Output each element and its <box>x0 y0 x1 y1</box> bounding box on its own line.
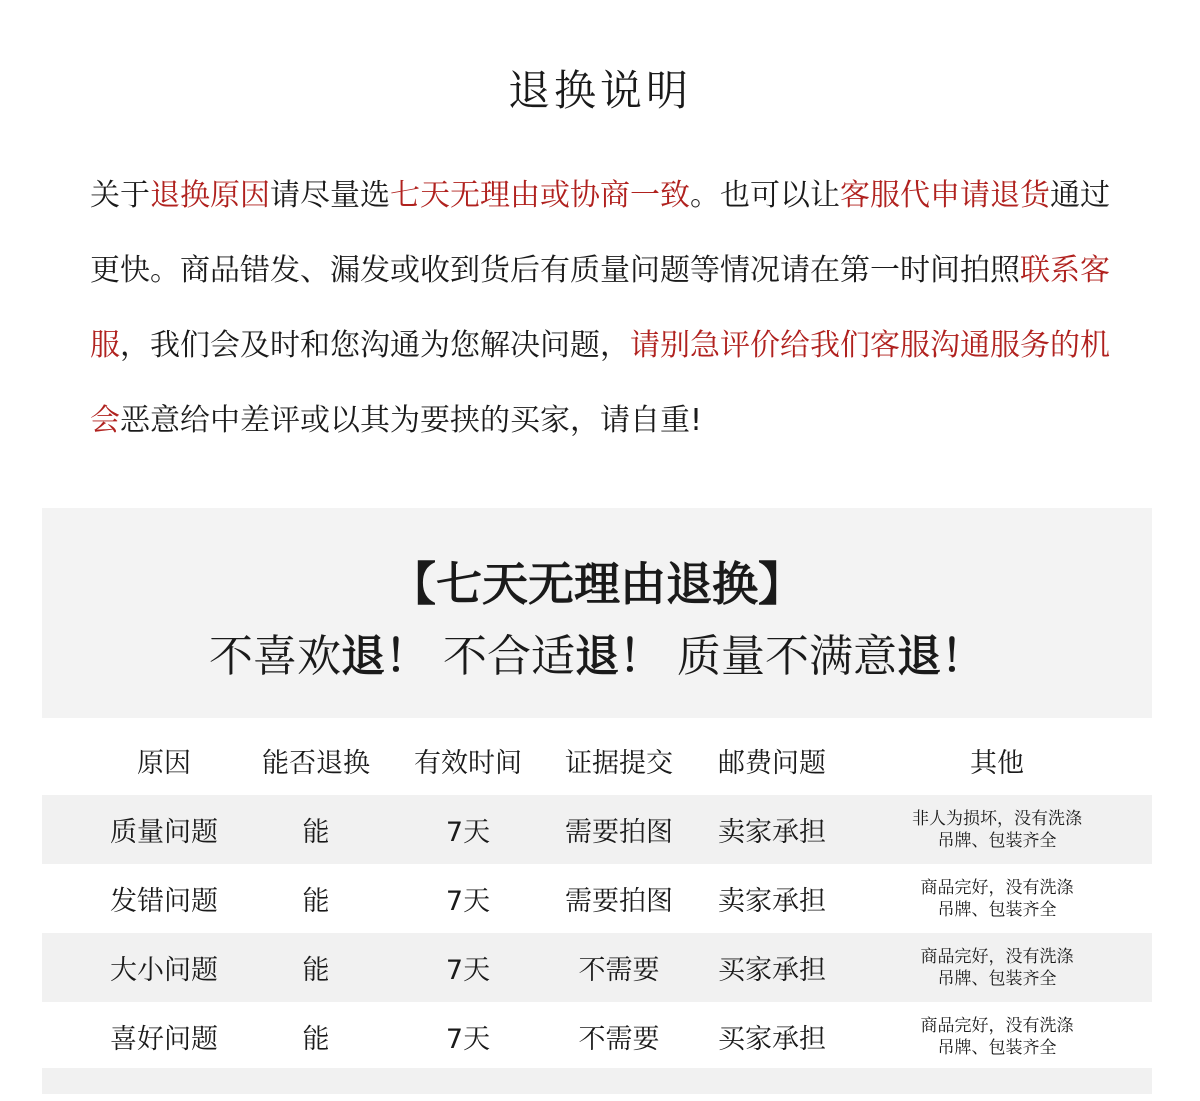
paragraph-text: 关于 <box>90 178 150 213</box>
table-header-row <box>42 725 1152 795</box>
header-postage: 邮费问题 <box>718 747 826 779</box>
cell-other-line-2: 吊牌、包装齐全 <box>937 968 1057 989</box>
cell-postage: 卖家承担 <box>718 886 826 917</box>
cell-postage: 买家承担 <box>718 955 826 986</box>
paragraph-text: 。也可以让 <box>690 178 840 213</box>
return-policy-paragraph <box>90 158 1120 458</box>
header-valid-time: 有效时间 <box>414 747 522 779</box>
table-row <box>42 1002 1152 1071</box>
cell-can-return: 能 <box>302 886 330 917</box>
cell-reason: 喜好问题 <box>110 1024 218 1055</box>
cell-valid-time: 7天 <box>445 955 491 986</box>
cell-can-return: 能 <box>302 1024 330 1055</box>
header-reason: 原因 <box>137 747 191 779</box>
cell-other-line-2: 吊牌、包装齐全 <box>937 1037 1057 1058</box>
cell-evidence: 不需要 <box>578 955 660 986</box>
cell-evidence: 需要拍图 <box>565 886 673 917</box>
header-other: 其他 <box>970 747 1024 779</box>
emphasis-text: 退换原因 <box>150 178 270 213</box>
cell-reason: 质量问题 <box>110 817 218 848</box>
emphasis-text: 七天无理由或协商一致 <box>390 178 690 213</box>
cell-other-line-1: 商品完好，没有洗涤 <box>920 1015 1074 1036</box>
cell-can-return: 能 <box>302 955 330 986</box>
cell-other <box>862 808 1132 852</box>
promo-sub-text-3: 质量不满意 <box>677 631 897 682</box>
cell-other-line-2: 吊牌、包装齐全 <box>937 899 1057 920</box>
paragraph-text: ，我们会及时和您沟通为您解决问题， <box>120 328 630 363</box>
promo-sub-text-2: 不合适 <box>443 631 575 682</box>
emphasis-text: 联系客服 <box>90 253 1110 363</box>
emphasis-text: 客服代申请退货 <box>840 178 1050 213</box>
promo-sub-bold-2: 退！ <box>575 631 663 682</box>
promo-sub-text-1: 不喜欢 <box>209 631 341 682</box>
page-title: 退换说明 <box>507 66 692 115</box>
paragraph-text: 请尽量选 <box>270 178 390 213</box>
return-policy-table <box>42 725 1152 1071</box>
promo-sub-bold-1: 退！ <box>341 631 429 682</box>
cell-other <box>862 1015 1132 1059</box>
cell-valid-time: 7天 <box>445 817 491 848</box>
cell-evidence: 需要拍图 <box>565 817 673 848</box>
promo-subtitle <box>42 620 1152 684</box>
cell-other-line-1: 非人为损坏，没有洗涤 <box>912 808 1082 829</box>
cell-postage: 买家承担 <box>718 1024 826 1055</box>
cell-other-line-1: 商品完好，没有洗涤 <box>920 877 1074 898</box>
header-evidence: 证据提交 <box>565 747 673 779</box>
cell-postage: 卖家承担 <box>718 817 826 848</box>
table-row <box>42 795 1152 864</box>
cell-reason: 发错问题 <box>110 886 218 917</box>
footer-divider-bar <box>42 1068 1152 1094</box>
paragraph-text: 通过更快。商品错发、漏发或收到货后有质量问题等情况请在第一时间拍照 <box>90 178 1110 288</box>
cell-can-return: 能 <box>302 817 330 848</box>
cell-valid-time: 7天 <box>445 886 491 917</box>
paragraph-text: 恶意给中差评或以其为要挟的买家，请自重! <box>120 403 703 438</box>
promo-title: 【七天无理由退换】 <box>390 557 804 611</box>
cell-reason: 大小问题 <box>110 955 218 986</box>
cell-other <box>862 877 1132 921</box>
promo-banner <box>42 508 1152 718</box>
cell-other <box>862 946 1132 990</box>
header-can-return: 能否退换 <box>262 747 370 779</box>
cell-valid-time: 7天 <box>445 1024 491 1055</box>
promo-sub-bold-3: 退！ <box>897 631 985 682</box>
cell-evidence: 不需要 <box>578 1024 660 1055</box>
emphasis-text: 请别急评价给我们客服沟通服务的机会 <box>90 328 1110 438</box>
table-row <box>42 864 1152 933</box>
cell-other-line-1: 商品完好，没有洗涤 <box>920 946 1074 967</box>
cell-other-line-2: 吊牌、包装齐全 <box>937 830 1057 851</box>
table-row <box>42 933 1152 1002</box>
